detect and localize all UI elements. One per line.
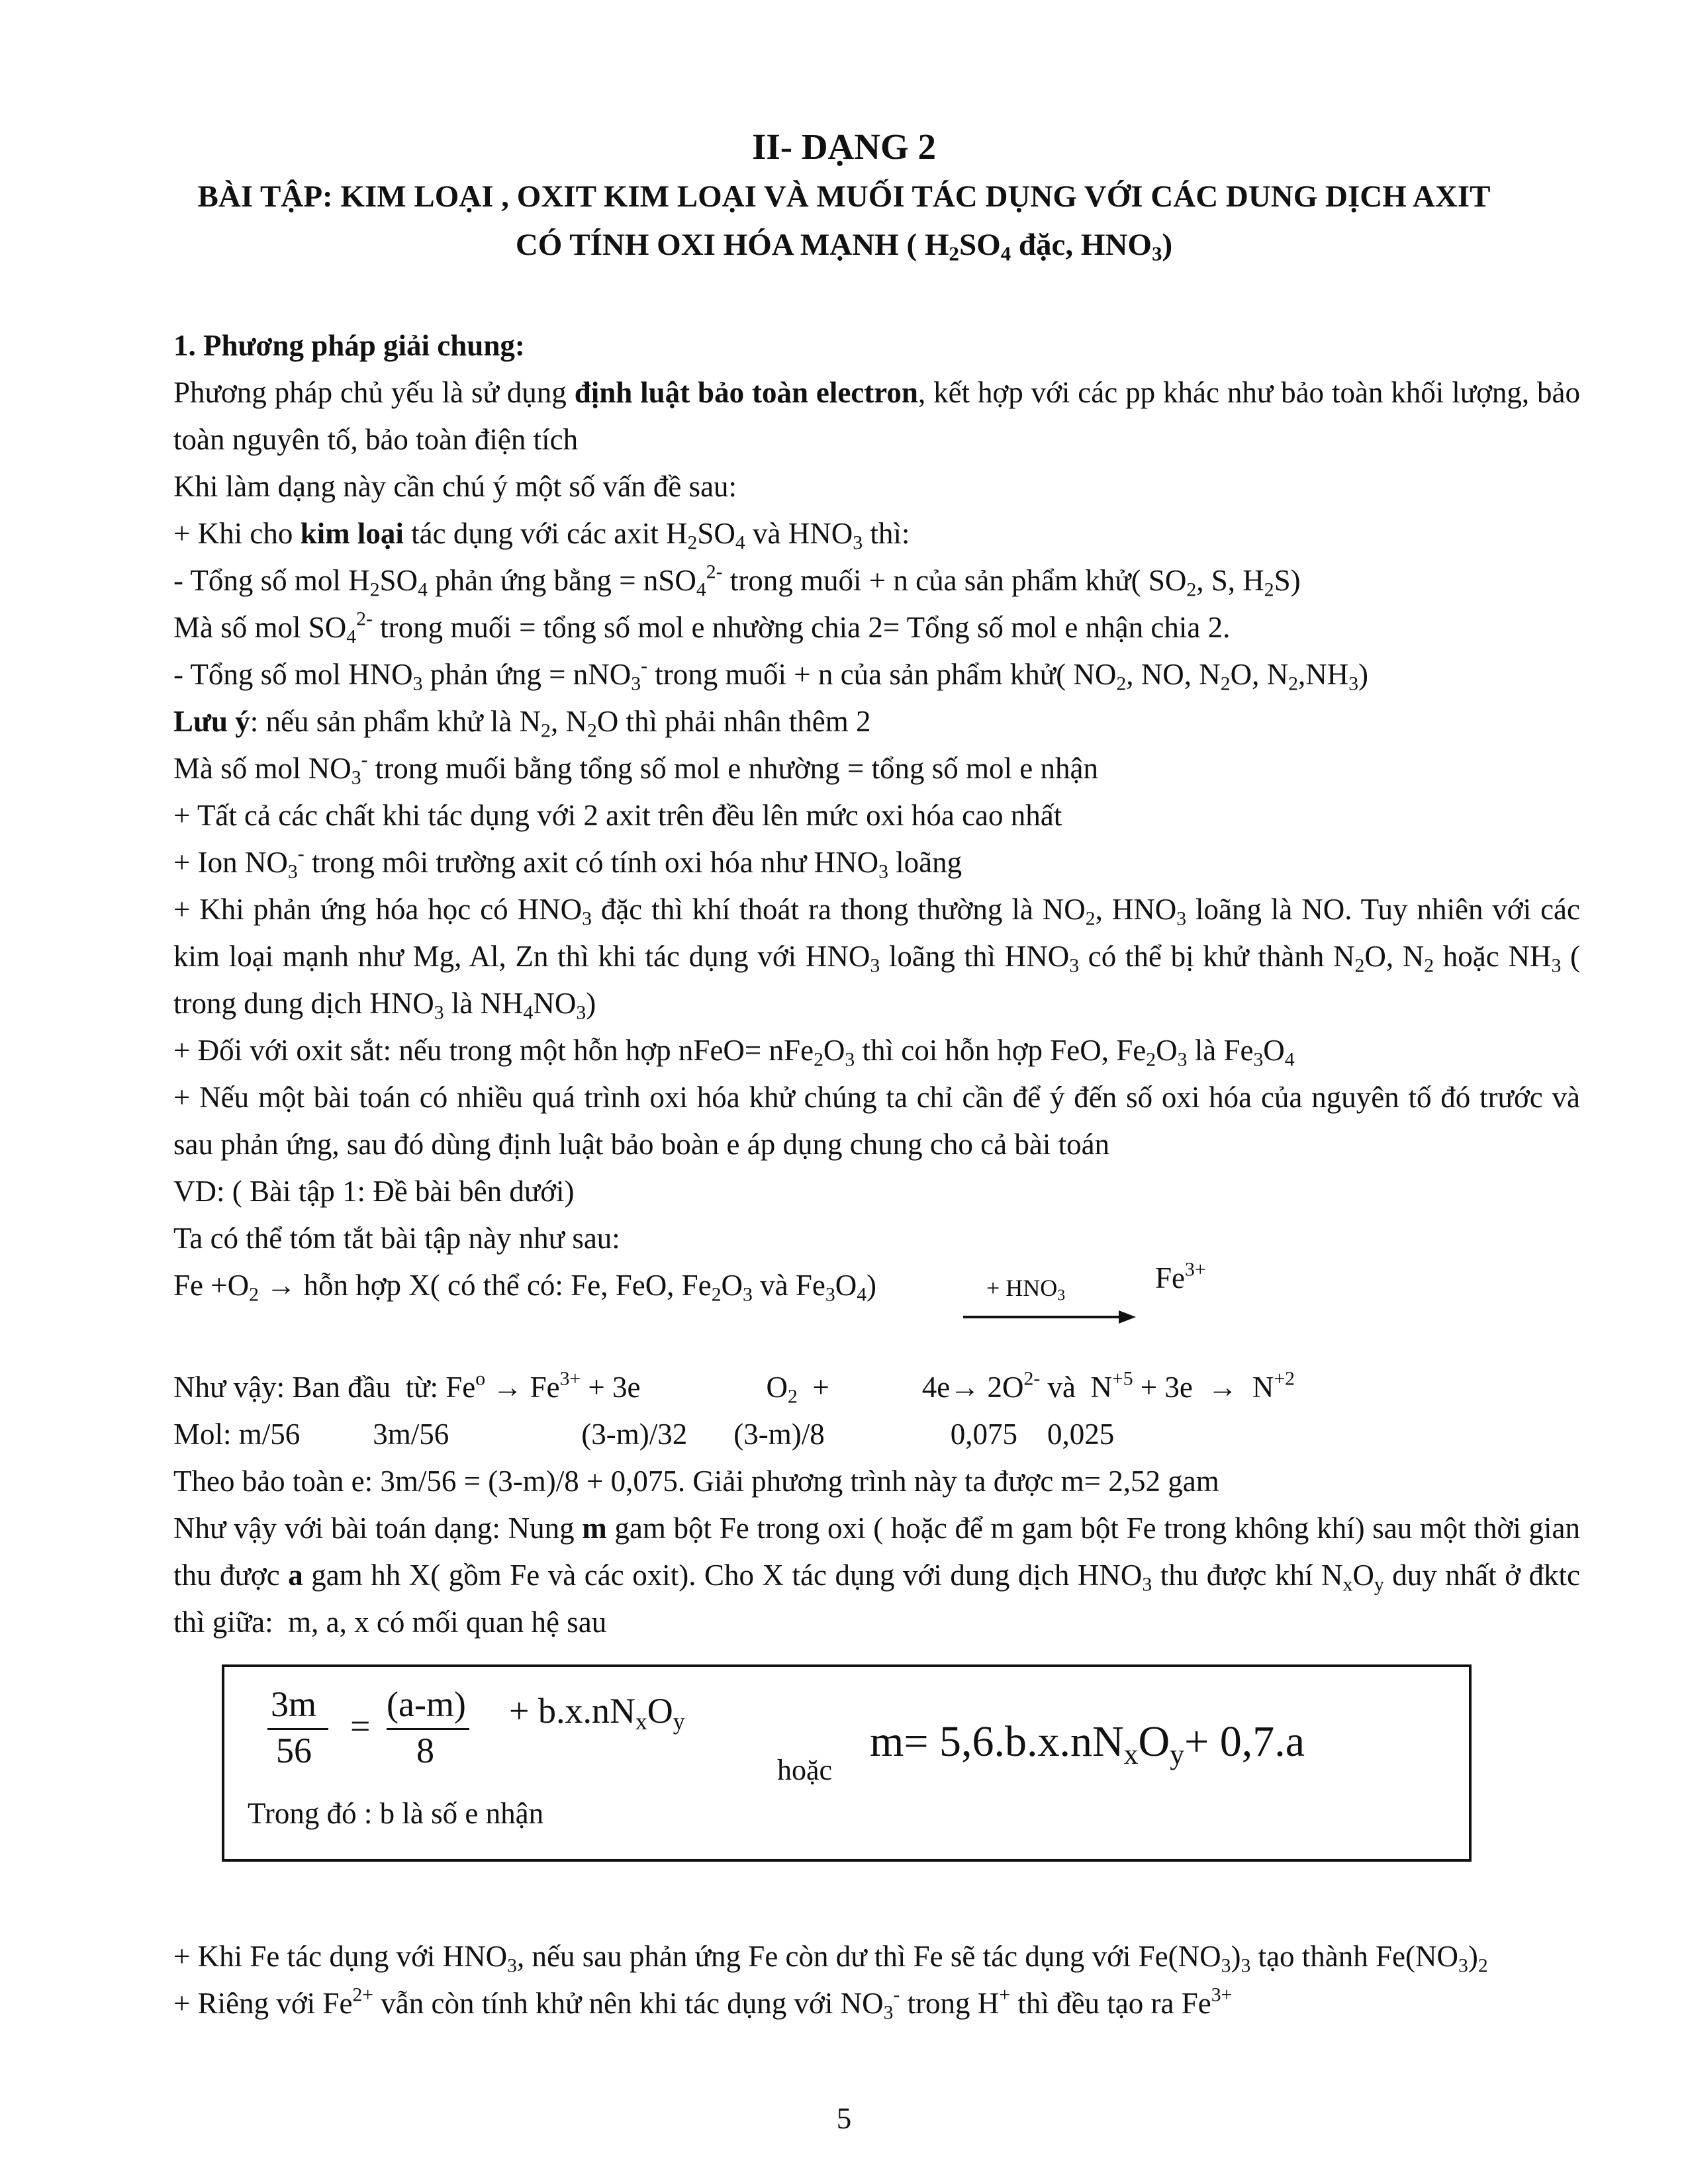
page-number: 5 (836, 2102, 852, 2135)
paragraph-general-case: Như vậy với bài toán dạng: Nung m gam bột Fe trong oxi ( hoặc để m gam bột Fe trong không khí) sau một thời gian thu được a gam hh X( gồm Fe và các oxit). Cho X tác dụng với dung dịch $HNO_3$ thu được khí $N_xO_y$ duy nhất ở đktc thì giữa: m, a, x có mối quan hệ sau (173, 1512, 1581, 1639)
equals-sign: = (350, 1706, 371, 1746)
reagent-label: + $HNO_3$ (986, 1275, 1066, 1304)
method-section (173, 322, 1580, 1309)
paragraph-max-oxidation: + Tất cả các chất khi tác dụng với 2 axit trên đều lên mức oxi hóa cao nhất (173, 799, 1062, 832)
mole-row: Mol: m/56 3m/56 (3-m)/32 (3-m)/8 0,075 0,025 (173, 1418, 1115, 1451)
or-word: hoặc (777, 1754, 833, 1786)
formula-box (222, 1664, 1472, 1862)
paragraph-notes-intro: Khi làm dạng này cần chú ý một số vấn đề sau: (173, 470, 737, 503)
electron-balance (173, 1364, 1580, 1646)
formula-left-term: + $b.x.nN_xO_y$ (509, 1691, 685, 1735)
paragraph-hno3-products: + Khi phản ứng hóa học có $HNO_3$ đặc thì khí thoát ra thong thường là $NO_2$, $HNO_3$ loãng là NO. Tuy nhiên với các kim loại mạnh như Mg, Al, Zn thì khi tác dụng với $HNO_3$ loãng thì $HNO_3$ có thể bị khử thành $N_2O$, $N_2$ hoặc $NH_3$ ( trong dung dịch $HNO_3$ là $NH_4NO_3$) (173, 893, 1580, 1024)
paragraph-no3-ion: + Ion $NO_3^-$ trong môi trường axit có tính oxi hóa như $HNO_3$ loãng (173, 843, 962, 883)
paragraph-iron-oxide: + Đối với oxit sắt: nếu trong một hỗn hợp nFeO= $nFe_2O_3$ thì coi hỗn hợp FeO, $Fe_2O_3$ là $Fe_3O_4$ (173, 1034, 1295, 1071)
paragraph-main-method: Phương pháp chủ yếu là sử dụng định luật bảo toàn electron, kết hợp với các pp khác như bảo toàn khối lượng, bảo toàn nguyên tố, bảo toàn điện tích (173, 376, 1580, 456)
formula-right: $m= 5,6.b.x.nN_xO_y+ 0,7.a$ (870, 1717, 1305, 1771)
section-heading: II- DẠNG 2 (751, 126, 937, 167)
product-label: $Fe^{3+}$ (1155, 1259, 1206, 1295)
iron-remarks (173, 1933, 1580, 2027)
paragraph-so4-moles: Mà số mol $SO_4^{2-}$ trong muối = tổng số mol e nhường chia 2= Tổng số mol e nhận chia 2. (173, 608, 1231, 648)
fraction-1-numerator: 3m (271, 1684, 317, 1724)
reaction-arrow (963, 1316, 1122, 1318)
paragraph-excess-fe: + Khi Fe tác dụng với $HNO_3$, nếu sau phản ứng Fe còn dư thì Fe sẽ tác dụng với $Fe(NO_3)_3$ tạo thành $Fe(NO_3)_2$ (173, 1940, 1488, 1977)
paragraph-fe2-reduction: + Riêng với $Fe^{2+}$ vẫn còn tính khử nên khi tác dụng với $NO_3^-$ trong H+ thì đều tạo ra $Fe^{3+}$ (173, 1984, 1233, 2024)
paragraph-example: VD: ( Bài tập 1: Đề bài bên dưới) (173, 1175, 575, 1208)
fraction-2-numerator: (a-m) (387, 1684, 466, 1724)
arrow-head-icon (1119, 1310, 1136, 1324)
paragraph-no3-moles: Mà số mol $NO_3^-$ trong muối bằng tổng số mol e nhường = tổng số mol e nhận (173, 749, 1098, 789)
fraction-1-denominator: 56 (276, 1731, 312, 1770)
method-subtitle: 1. Phương pháp giải chung: (173, 329, 525, 362)
paragraph-note: Lưu ý: nếu sản phẩm khử là $N_2$, $N_2O$ thì phải nhân thêm 2 (173, 705, 871, 742)
paragraph-summary-intro: Ta có thể tóm tắt bài tập này như sau: (173, 1222, 620, 1255)
paragraph-multi-process: + Nếu một bài toán có nhiều quá trình oxi hóa khử chúng ta chỉ cần để ý đến số oxi hóa của nguyên tố đó trước và sau phản ứng, sau đó dùng định luật bảo boàn e áp dụng chung cho cả bài toán (173, 1081, 1580, 1161)
paragraph-hno3-moles: - Tổng số mol $HNO_3$ phản ứng = nNO$_3$- trong muối + n của sản phẩm khử( $NO_2$, NO, $N_2O$, $N_2,NH_3$) (173, 655, 1369, 695)
reaction-scheme: $Fe +O_2$ → hỗn hợp X( có thể có: Fe, FeO, $Fe_2O_3$ và $Fe_3O_4$) (173, 1269, 877, 1306)
paragraph-conclusion: Theo bảo toàn e: 3m/56 = (3-m)/8 + 0,075. Giải phương trình này ta được m= 2,52 gam (173, 1465, 1219, 1498)
heading-line-1: BÀI TẬP: KIM LOẠI , OXIT KIM LOẠI VÀ MUỐI TÁC DỤNG VỚI CÁC DUNG DỊCH AXIT (197, 179, 1491, 214)
half-reactions: Như vậy: Ban đầu từ: $Fe^o \to Fe^{3+} + 3e$ $O_2 + 4e\to 2O^{2-}$ và $N^{+5} + 3e \to N^{+2}$ (173, 1368, 1295, 1408)
paragraph-h2so4-moles: - Tổng số mol $H_2SO_4$ phản ứng bằng = nSO$_4^{2-}$ trong muối + n của sản phẩm khử( $SO_2$, S, $H_2S$) (173, 561, 1301, 601)
fraction-2-denominator: 8 (416, 1731, 434, 1770)
paragraph-metal-acid: + Khi cho kim loại tác dụng với các axit $H_2SO_4$ và $HNO_3$ thì: (173, 517, 910, 554)
formula-legend: Trong đó : b là số e nhận (248, 1797, 544, 1830)
heading-line-2: CÓ TÍNH OXI HÓA MẠNH ( $H_2SO_4$ đặc, $HNO_3$) (515, 228, 1173, 265)
